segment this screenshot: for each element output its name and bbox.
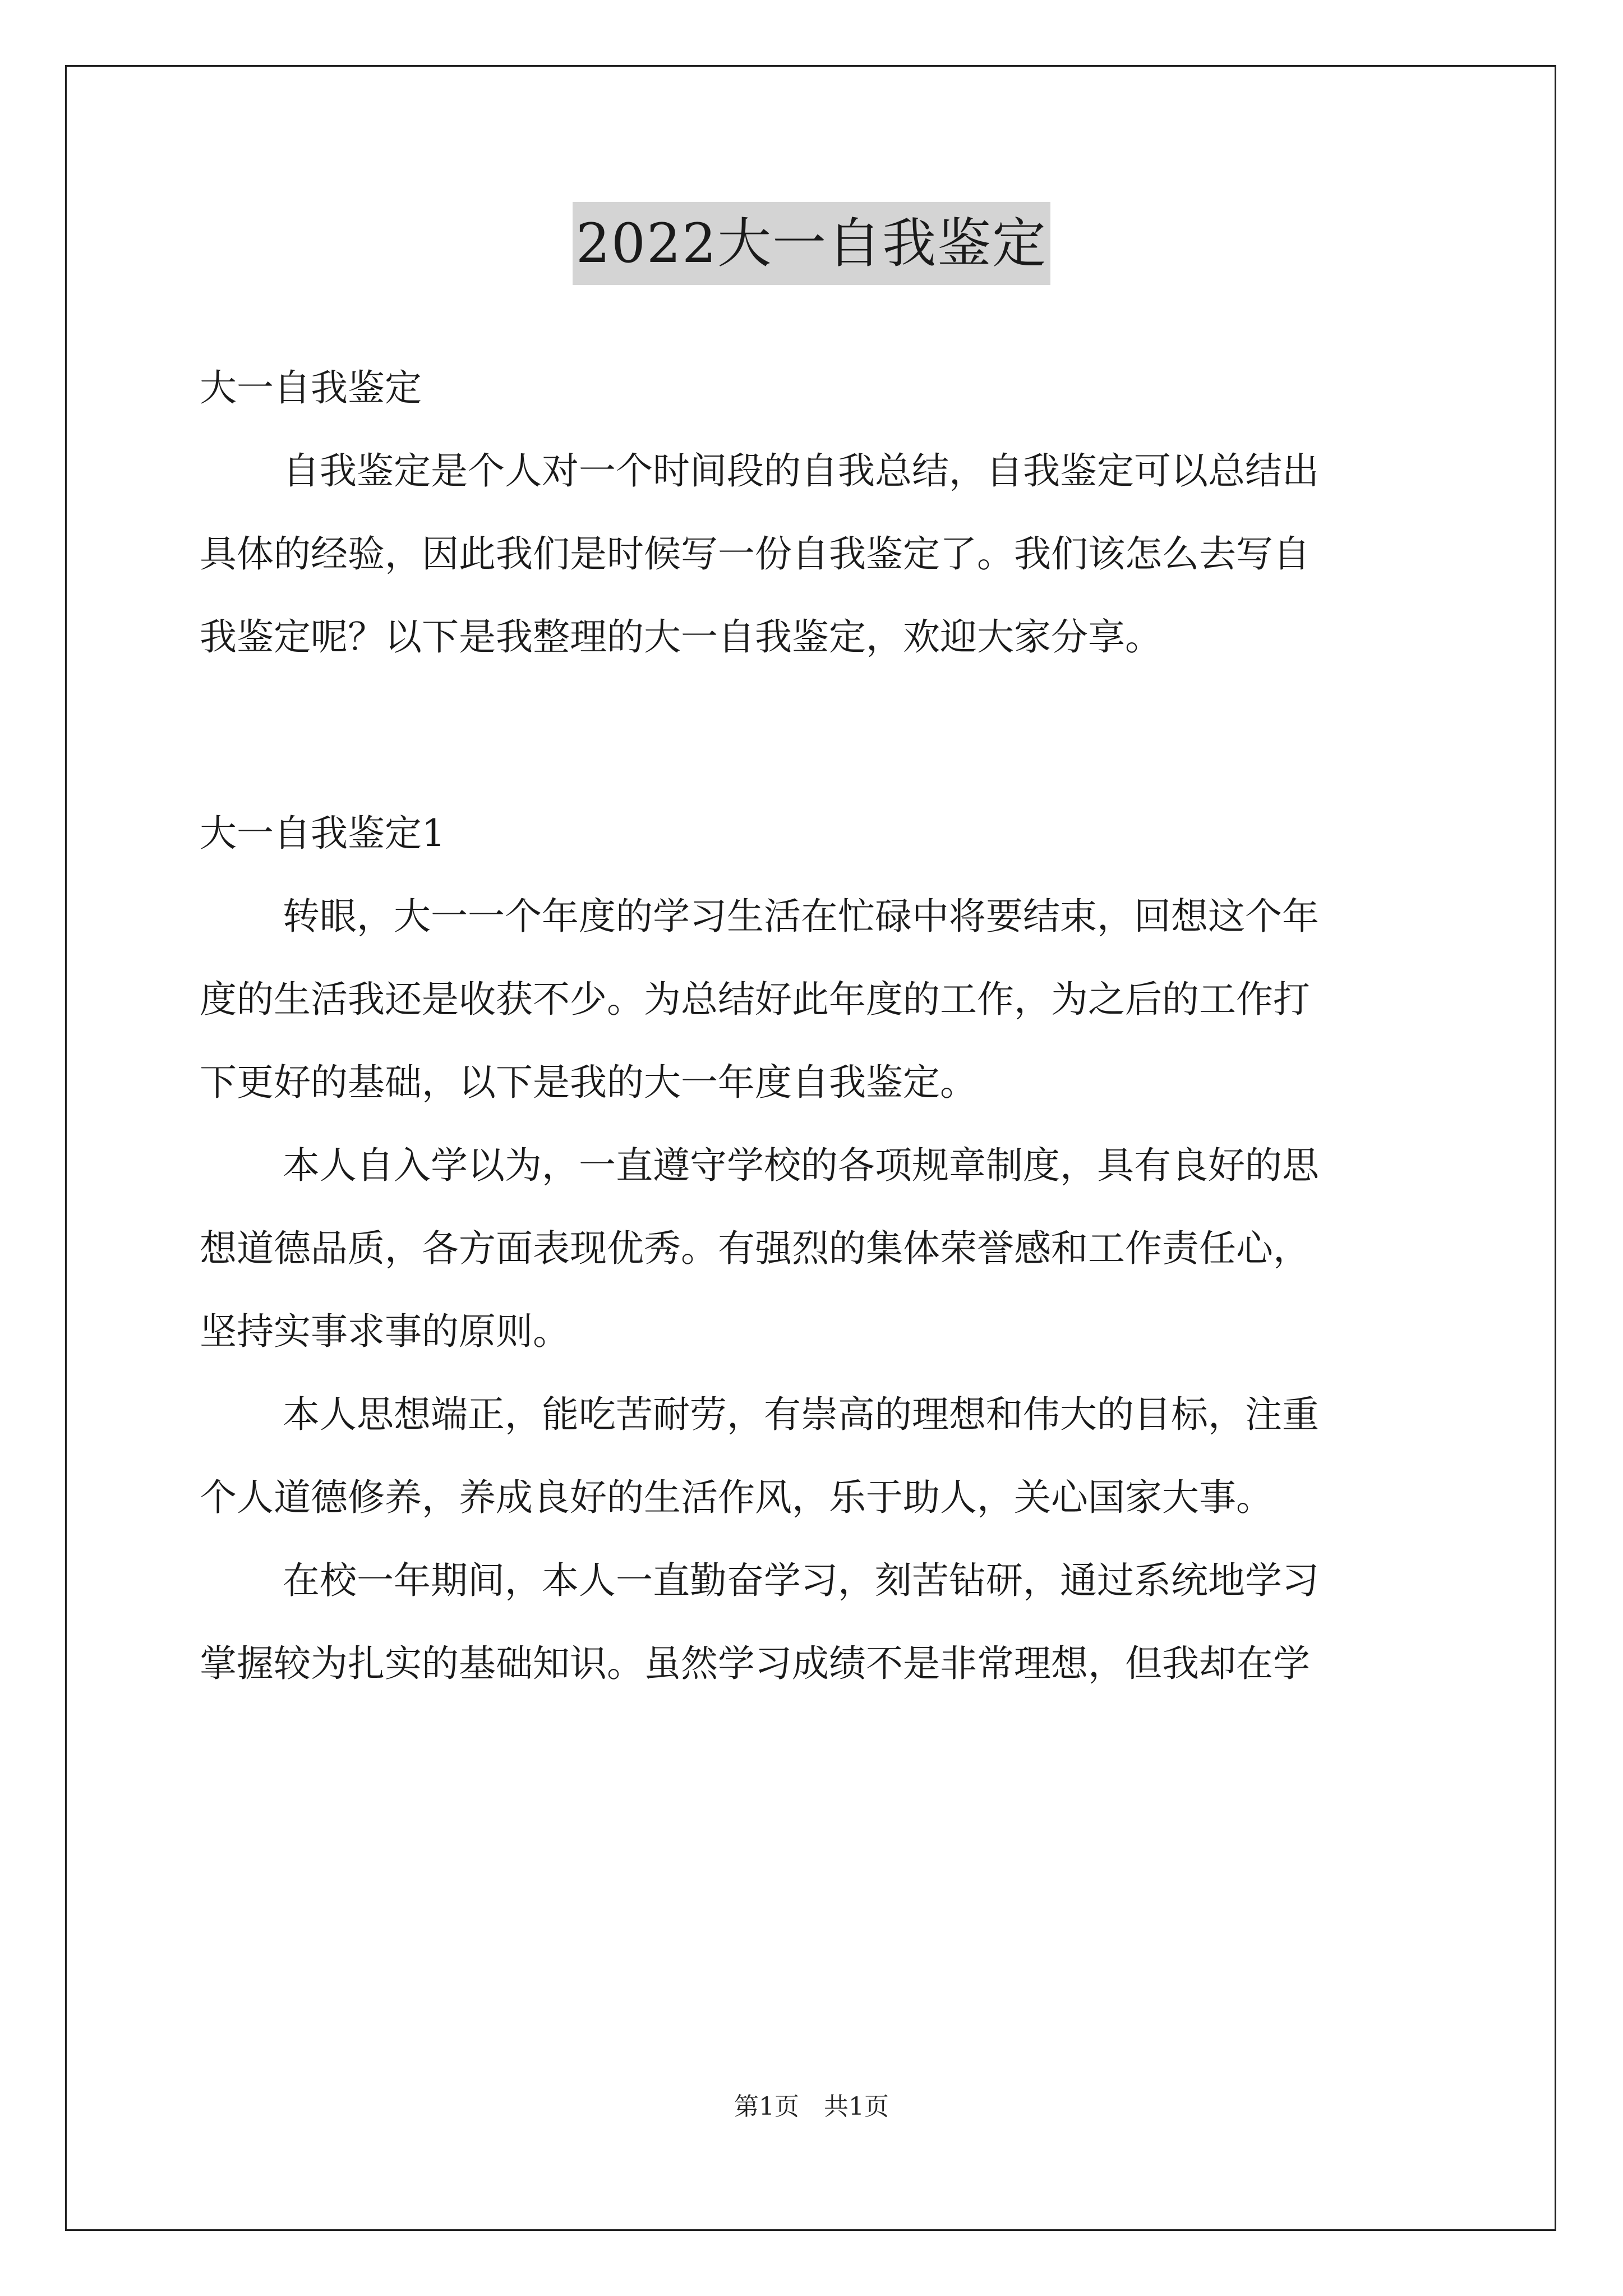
paragraph-line: 转眼，大一一个年度的学习生活在忙碌中将要结束，回想这个年	[283, 895, 1319, 938]
paragraph-line: 个人道德修养，养成良好的生活作风，乐于助人，关心国家大事。	[200, 1476, 1273, 1519]
paragraph-line: 度的生活我还是收获不少。为总结好此年度的工作，为之后的工作打	[200, 978, 1310, 1021]
paragraph-line: 掌握较为扎实的基础知识。虽然学习成绩不是非常理想，但我却在学	[200, 1642, 1310, 1685]
paragraph-line: 想道德品质，各方面表现优秀。有强烈的集体荣誉感和工作责任心，	[200, 1227, 1310, 1270]
paragraph-line: 我鉴定呢？以下是我整理的大一自我鉴定，欢迎大家分享。	[200, 615, 1162, 659]
heading-section-1: 大一自我鉴定1	[200, 812, 445, 855]
document-body	[200, 347, 1427, 1705]
title-container	[0, 202, 1623, 285]
paragraph-line: 坚持实事求事的原则。	[200, 1310, 570, 1353]
heading-intro: 大一自我鉴定	[200, 366, 422, 409]
paragraph-line: 自我鉴定是个人对一个时间段的自我总结，自我鉴定可以总结出	[283, 449, 1319, 493]
document-title: 2022大一自我鉴定	[573, 202, 1050, 285]
paragraph-line: 本人自入学以为，一直遵守学校的各项规章制度，具有良好的思	[283, 1144, 1319, 1187]
section-gap	[200, 679, 1427, 792]
paragraph-line: 本人思想端正，能吃苦耐劳，有崇高的理想和伟大的目标，注重	[283, 1393, 1319, 1436]
paragraph-line: 下更好的基础，以下是我的大一年度自我鉴定。	[200, 1061, 977, 1104]
paragraph-line: 在校一年期间，本人一直勤奋学习，刻苦钻研，通过系统地学习	[283, 1559, 1319, 1602]
paragraph-line: 具体的经验，因此我们是时候写一份自我鉴定了。我们该怎么去写自	[200, 532, 1310, 576]
page-footer: 第1页 共1页	[734, 2092, 889, 2121]
